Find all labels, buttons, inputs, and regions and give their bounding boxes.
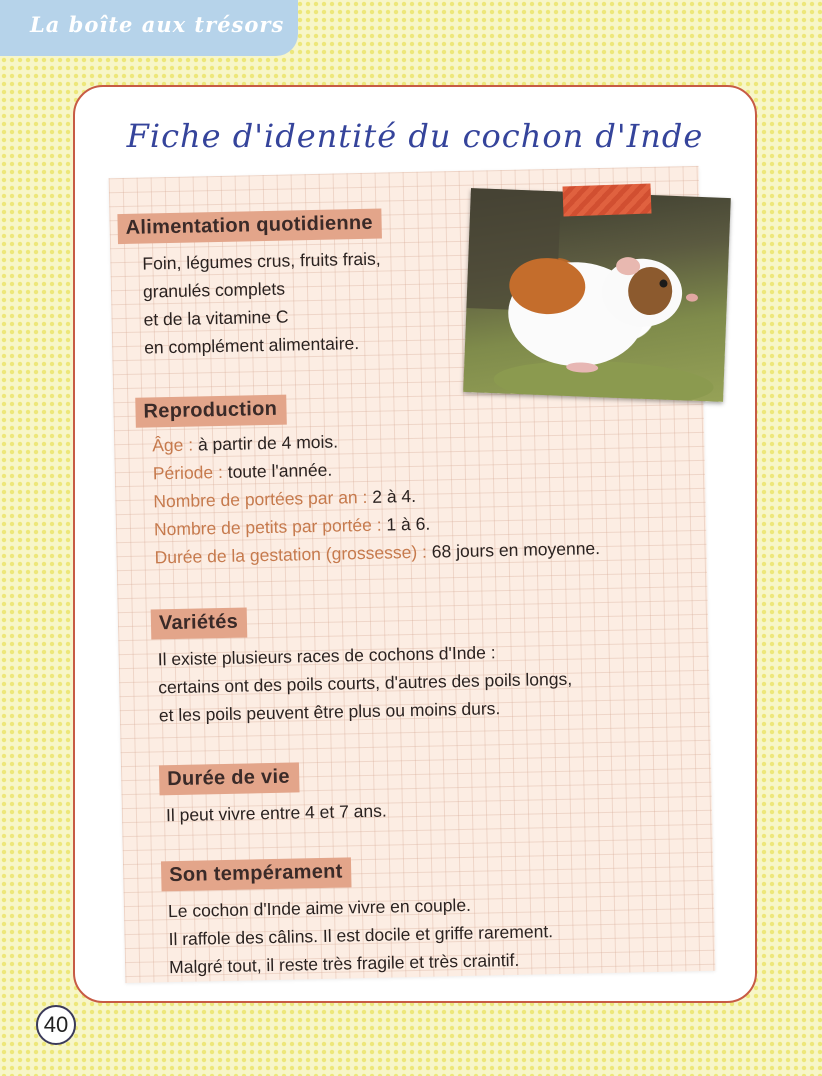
section-title: La boîte aux trésors [30, 12, 285, 37]
temperament-line: Le cochon d'Inde aime vivre en couple. [167, 894, 472, 922]
section-varietes [151, 601, 573, 730]
section-temperament [161, 853, 554, 981]
duree-de-vie-line: Il peut vivre entre 4 et 7 ans. [165, 800, 387, 826]
card-title: Fiche d'identité du cochon d'Inde [126, 117, 704, 155]
varietes-line: certains ont des poils courts, d'autres des poils longs, [158, 668, 573, 698]
tape-strip [563, 183, 652, 216]
guinea-pig-illustration [463, 188, 731, 402]
section-duree-de-vie [159, 761, 387, 830]
reproduction-value: toute l'année. [222, 459, 333, 482]
temperament-line: Malgré tout, il reste très fragile et très craintif. [168, 949, 520, 978]
reproduction-key: Nombre de portées par an : [153, 486, 368, 512]
duree-de-vie-label: Durée de vie [159, 762, 299, 795]
alimentation-line: Foin, légumes crus, fruits frais, [142, 248, 381, 274]
alimentation-line: granulés complets [142, 278, 286, 302]
reproduction-value: à partir de 4 mois. [192, 431, 339, 455]
reproduction-value: 1 à 6. [381, 513, 431, 535]
alimentation-line: et de la vitamine C [143, 306, 289, 330]
page-number: 40 [36, 1005, 76, 1045]
temperament-label: Son tempérament [161, 857, 352, 891]
reproduction-key: Nombre de petits par portée : [153, 514, 382, 540]
temperament-line: Il raffole des câlins. Il est docile et griffe rarement. [168, 921, 554, 950]
reproduction-label: Reproduction [135, 395, 286, 428]
reproduction-value: 2 à 4. [367, 485, 417, 507]
guinea-pig-photo [463, 188, 731, 402]
varietes-line: Il existe plusieurs races de cochons d'Inde : [157, 642, 496, 670]
varietes-line: et les poils peuvent être plus ou moins durs. [158, 698, 501, 726]
reproduction-key: Âge : [152, 434, 194, 456]
section-alimentation [117, 209, 384, 363]
reproduction-key: Période : [152, 461, 224, 484]
section-tab [0, 0, 298, 56]
reproduction-key: Durée de la gestation (grossesse) : [154, 541, 428, 568]
alimentation-label: Alimentation quotidienne [117, 209, 382, 245]
reproduction-value: 68 jours en moyenne. [426, 538, 601, 562]
varietes-label: Variétés [151, 607, 248, 639]
section-reproduction [135, 388, 600, 572]
alimentation-line: en complément alimentaire. [143, 333, 360, 358]
